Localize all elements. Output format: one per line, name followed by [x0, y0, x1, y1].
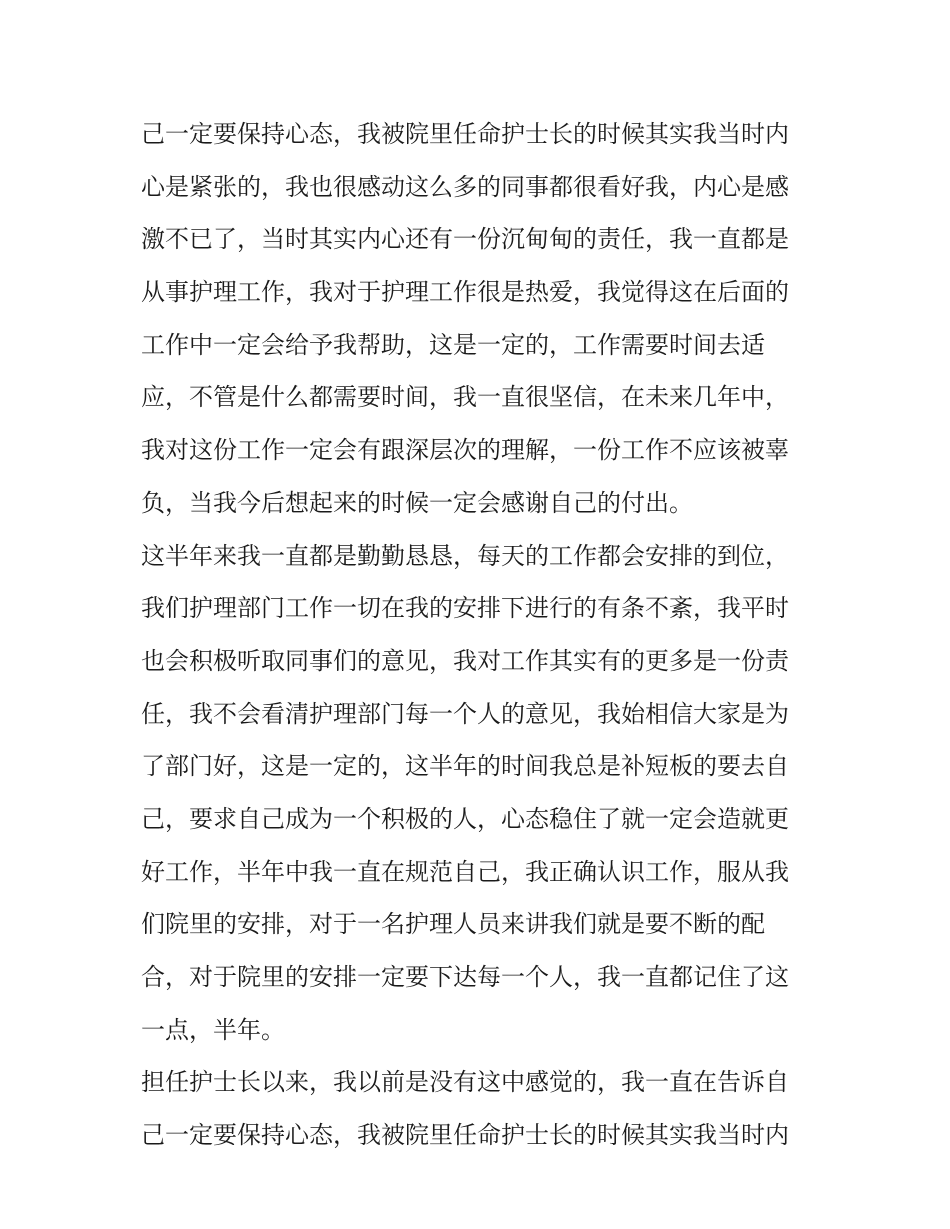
text-line: 任，我不会看清护理部门每一个人的意见，我始相信大家是为	[141, 699, 789, 728]
text-line: 负，当我今后想起来的时候一定会感谢自己的付出。	[141, 488, 693, 517]
text-line: 一点，半年。	[141, 1015, 285, 1044]
text-line: 我对这份工作一定会有跟深层次的理解，一份工作不应该被辜	[141, 436, 789, 465]
text-line: 从事护理工作，我对于护理工作很是热爱，我觉得这在后面的	[141, 278, 789, 307]
document-body	[141, 108, 821, 1162]
text-line: 也会积极听取同事们的意见，我对工作其实有的更多是一份责	[141, 646, 789, 675]
text-line: 激不已了，当时其实内心还有一份沉甸甸的责任，我一直都是	[141, 225, 789, 254]
text-line: 工作中一定会给予我帮助，这是一定的，工作需要时间去适	[141, 330, 765, 359]
text-line: 了部门好，这是一定的，这半年的时间我总是补短板的要去自	[141, 752, 789, 781]
text-line: 好工作，半年中我一直在规范自己，我正确认识工作，服从我	[141, 857, 789, 886]
text-line: 己一定要保持心态，我被院里任命护士长的时候其实我当时内	[141, 1121, 789, 1150]
text-line: 应，不管是什么都需要时间，我一直很坚信，在未来几年中，	[141, 383, 789, 412]
text-line: 己一定要保持心态，我被院里任命护士长的时候其实我当时内	[141, 120, 789, 148]
text-line: 己，要求自己成为一个积极的人，心态稳住了就一定会造就更	[141, 804, 789, 833]
text-line: 心是紧张的，我也很感动这么多的同事都很看好我，内心是感	[141, 172, 789, 201]
text-line: 担任护士长以来，我以前是没有这中感觉的，我一直在告诉自	[141, 1068, 789, 1097]
text-line: 合，对于院里的安排一定要下达每一个人，我一直都记住了这	[141, 963, 789, 991]
text-line: 这半年来我一直都是勤勤恳恳，每天的工作都会安排的到位，	[141, 541, 789, 570]
text-line: 我们护理部门工作一切在我的安排下进行的有条不紊，我平时	[141, 594, 789, 623]
text-line: 们院里的安排，对于一名护理人员来讲我们就是要不断的配	[141, 910, 765, 939]
